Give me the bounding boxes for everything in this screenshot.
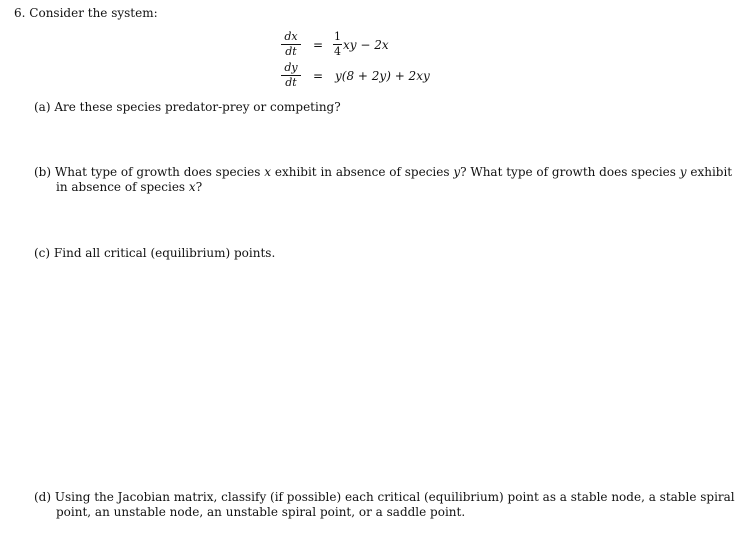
part-a-label: (a) [34, 100, 51, 114]
part-b-text-3: ? What type of growth does species [460, 165, 680, 179]
part-c [34, 246, 275, 261]
eq2-lhs-fraction [281, 62, 301, 89]
part-d-line-1 [34, 490, 735, 505]
part-d-label: (d) [34, 490, 52, 504]
eq2-equals-sign: = [313, 69, 324, 83]
part-d-text-1: Using the Jacobian matrix, classify (if possible) each critical (equilibrium) point as a stable node, a stable spiral [54, 490, 735, 504]
part-b-text-1: What type of growth does species [54, 165, 265, 179]
eq1-coef-numerator: 1 [334, 30, 341, 43]
equation-system [0, 0, 705, 100]
part-b-var-y: y [453, 165, 461, 179]
eq2-rhs: y(8 + 2y) + 2xy [335, 69, 430, 83]
eq1-lhs-fraction [281, 31, 301, 58]
eq1-lhs-denominator: dt [285, 45, 297, 58]
part-b-text-5: in absence of species [56, 180, 189, 194]
problem-number: 6. [14, 6, 26, 20]
part-b-var-y-2: y [679, 165, 687, 179]
part-b-line-1 [34, 165, 733, 180]
part-d-line-2 [34, 505, 694, 520]
part-b-label: (b) [34, 165, 52, 179]
problem-intro: Consider the system: [29, 6, 158, 20]
part-a [34, 100, 341, 115]
eq1-coef-denominator: 4 [334, 45, 341, 58]
part-b [34, 165, 733, 195]
part-b-text-4: exhibit [686, 165, 733, 179]
eq2-lhs-numerator: dy [284, 61, 298, 74]
part-b-var-x: x [264, 165, 272, 179]
eq1-coefficient-fraction [333, 31, 342, 58]
part-d [34, 490, 735, 520]
part-c-text: Find all critical (equilibrium) points. [53, 246, 276, 260]
eq1-equals-sign: = [313, 38, 324, 52]
part-b-var-x-2: x [188, 180, 196, 194]
eq1-lhs-numerator: dx [284, 30, 298, 43]
part-d-text-2: point, an unstable node, an unstable spiral point, or a saddle point. [56, 505, 466, 519]
part-c-label: (c) [34, 246, 51, 260]
part-a-text: Are these species predator-prey or competing? [54, 100, 341, 114]
eq1-rhs: xy − 2x [343, 38, 389, 52]
part-b-text-6: ? [195, 180, 203, 194]
eq2-lhs-denominator: dt [285, 76, 297, 89]
part-b-line-2 [34, 180, 684, 195]
part-b-text-2: exhibit in absence of species [271, 165, 454, 179]
